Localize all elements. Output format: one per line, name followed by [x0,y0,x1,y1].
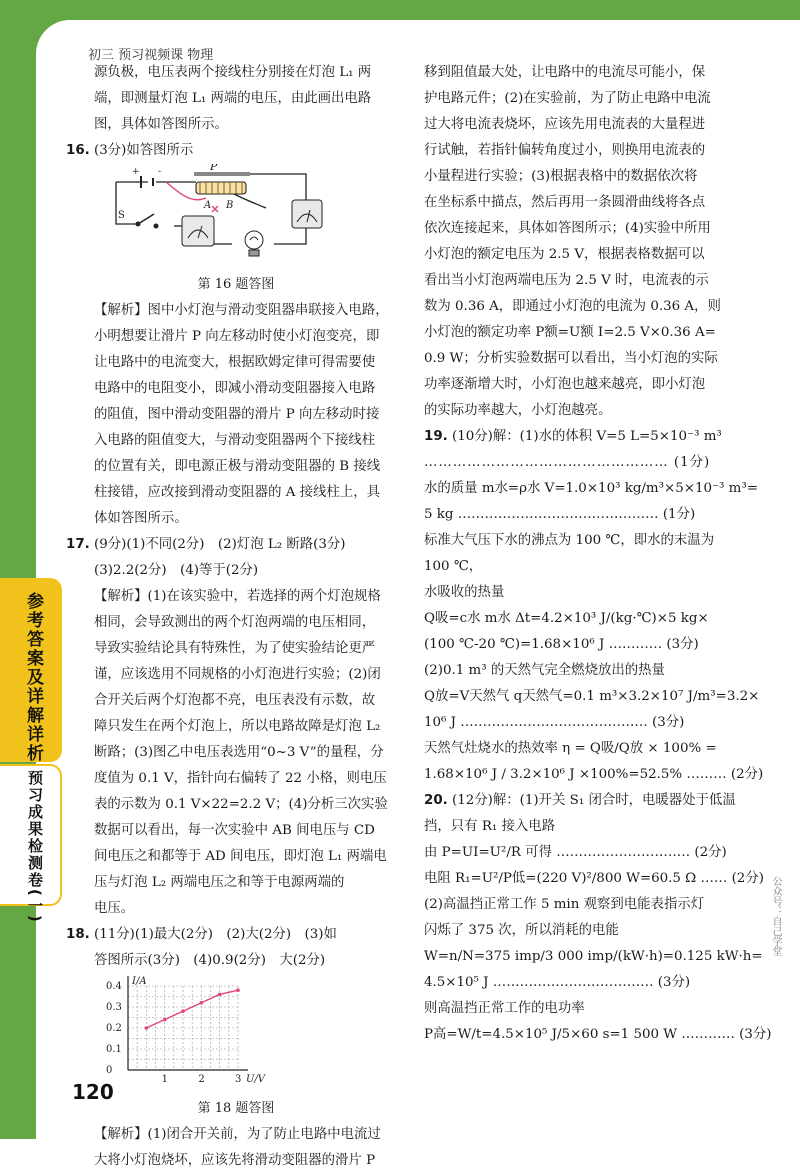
x-tick-label: 1 [161,1074,169,1085]
text-line: 谨，应该选用不同规格的小灯泡进行实验；(2)闭 [94,667,381,682]
x-axis-label: U/V [246,1074,266,1085]
text-line: 1.68×10⁶ J / 3.2×10⁶ J ×100%=52.5% ……… (2分) [424,767,764,782]
text-line: 压与灯泡 L₂ 两端电压之和等于电源两端的 [94,875,345,890]
text-line: 数为 0.36 A，即通过小灯泡的电流为 0.36 A，则 [424,299,721,314]
text-line: 小灯泡的额定电压为 2.5 V，根据表格数据可以 [424,247,705,262]
data-point [181,1009,185,1013]
text-line: 导致实验结论具有特殊性，为了使实验结论更严 [94,641,376,656]
question-head: (3分)如答图所示 [94,143,194,158]
right-column [424,60,772,1048]
text-line: 则高温挡正常工作的电功率 [424,1001,585,1016]
watermark: 公众号：自己学堂 [770,876,781,956]
question-19 [424,424,768,450]
text-line: 小量程进行实验；(3)根据表格中的数据依次将 [424,169,698,184]
analysis-text: 【解析】图中小灯泡与滑动变阻器串联接入电路， [94,303,389,318]
text-line: 看出当小灯泡两端电压为 2.5 V 时，电流表的示 [424,273,709,288]
text-line: 标准大气压下水的沸点为 100 ℃，即水的末温为 [424,533,715,548]
iu-chart-18 [96,974,296,1086]
wrong-wire-cross [212,206,218,212]
text-line: 数据可以看出，每一次实验中 AB 间电压与 CD [94,823,375,838]
question-17 [66,532,406,558]
data-point [145,1026,149,1030]
figure-caption-18: 第 18 题答图 [197,1101,275,1116]
svg-text:+: + [132,167,140,177]
rheostat-icon [194,164,250,211]
text-line: 合开关后两个灯泡都不亮，电压表没有示数，故 [94,693,376,708]
text-line: Q放=V天然气 q天然气=0.1 m³×3.2×10⁷ J/m³=3.2× [424,689,760,704]
text-line: (2)0.1 m³ 的天然气完全燃烧放出的热量 [424,663,665,678]
question-answer: (12分)解：(1)开关 S₁ 闭合时，电暖器处于低温 [452,793,736,808]
battery-icon [132,167,161,188]
page-header: 初三 预习视频课 物理 [88,48,214,63]
question-number: 19. [424,429,448,444]
text-line: 表的示数为 0.1 V×22=2.2 V；(4)分析三次实验 [94,797,388,812]
text-line: 断路；(3)图乙中电压表选用“0~3 V”的量程，分 [94,745,384,760]
text-line: 【解析】(1)在该实验中，若选择的两个灯泡规格 [94,589,381,604]
voltmeter-icon [182,216,214,246]
text-line: 相同，会导致测出的两个灯泡两端的电压相同， [94,615,376,630]
text-line: 100 ℃， [424,559,483,574]
x-tick-label: 3 [235,1074,242,1085]
x-tick-label: 2 [198,1074,205,1085]
text-line: 护电路元件；(2)在实验前，为了防止电路中电流 [424,91,711,106]
text-line: 5 kg ……………………………………… (1分) [424,507,696,522]
text-line: 让电路中的电流变大，根据欧姆定律可得需要使 [94,355,376,370]
text-line: 天然气灶烧水的热效率 η = Q吸/Q放 × 100% = [424,741,717,756]
text-line: 障只发生在两个灯泡上，所以电路故障是灯泡 L₂ [94,719,381,734]
text-line: 4.5×10⁵ J ……………………………… (3分) [424,975,691,990]
text-line: 的阻值，图中滑动变阻器的滑片 P 向左移动时接 [94,407,380,422]
text-line: 闪烁了 375 次，所以消耗的电能 [424,923,619,938]
text-line: 的实际功率越大，小灯泡越亮。 [424,403,612,418]
text-line: 大将小灯泡烧坏，应该先将滑动变阻器的滑片 P [94,1153,376,1168]
svg-text:A: A [204,200,212,211]
question-answer: (9分)(1)不同(2分) (2)灯泡 L₂ 断路(3分) [94,537,346,552]
data-point [200,1001,204,1005]
side-tab-answers-label: 参考答案及详解详析 [23,592,43,763]
text-line: 电压。 [94,901,135,916]
svg-text:S: S [118,210,125,221]
circuit-wire [234,194,266,208]
data-point [163,1018,167,1022]
text-line: 【解析】(1)闭合开关前，为了防止电路中电流过 [94,1127,381,1142]
text-line: 电路中的电阻变小，即减小滑动变阻器接入电路 [94,381,376,396]
figure-caption-16: 第 16 题答图 [197,277,275,292]
y-tick-label: 0 [106,1065,113,1076]
y-axis-label: I/A [132,976,147,987]
text-line: 行试触，若指针偏转角度过小，则换用电流表的 [424,143,706,158]
question-answer: (10分)解：(1)水的体积 V=5 L=5×10⁻³ m³ [452,429,722,444]
question-answer: (11分)(1)最大(2分) (2)大(2分) (3)如 [94,927,337,942]
text-line: 依次连接起来，具体如答图所示；(4)实验中所用 [424,221,711,236]
data-point [236,988,240,992]
text-line: (100 ℃-20 ℃)=1.68×10⁶ J ………… (3分) [424,637,699,652]
text-line: 移到阻值最大处，让电路中的电流尽可能小，保 [424,65,706,80]
text-line: (2)高温挡正常工作 5 min 观察到电能表指示灯 [424,897,705,912]
text-line: 10⁶ J …………………………………… (3分) [424,715,685,730]
y-tick-label: 0.4 [106,981,122,992]
switch-icon [118,210,159,229]
text-line: 答图所示(3分) (4)0.9(2分) 大(2分) [94,953,326,968]
text-line: 端，即测量灯泡 L₁ 两端的电压，由此画出电路 [94,91,372,106]
text-line: 小明想要让滑片 P 向左移动时使小灯泡变亮，即 [94,329,380,344]
circuit-wire [274,228,306,244]
lamp-icon [245,231,263,256]
text-line: …………………………………………… (1分) [424,455,711,470]
text-line: 功率逐渐增大时，小灯泡也越来越亮，即小灯泡 [424,377,706,392]
svg-text:-: - [158,167,162,177]
analysis-line [66,298,406,324]
text-line: 间电压之和都等于 AD 间电压，即灯泡 L₁ 两端电 [94,849,387,864]
question-20 [424,788,768,814]
svg-text:B: B [226,200,234,211]
circuit-diagram-16 [96,164,356,262]
text-line: 水吸收的热量 [424,585,505,600]
text-line: 体如答图所示。 [94,511,188,526]
left-column [66,60,406,1174]
text-line: 过大将电流表烧坏，应该先用电流表的大量程进 [424,117,706,132]
side-tab-test-label: 预习成果检测卷(一) [26,770,44,924]
text-line: 度值为 0.1 V，指针向右偏转了 22 小格，则电压 [94,771,387,786]
data-point [218,993,222,997]
text-line: 入电路的阻值变大，与滑动变阻器两个下接线柱 [94,433,376,448]
text-line: 在坐标系中描点，然后再用一条圆滑曲线将各点 [424,195,706,210]
text-line: W=n/N=375 imp/3 000 imp/(kW·h)=0.125 kW·h= [424,949,763,964]
question-number: 17. [66,537,90,552]
text-line: 的位置有关，即电源正极与滑动变阻器的 B 接线 [94,459,381,474]
y-tick-label: 0.1 [106,1044,122,1055]
text-line: 水的质量 m水=ρ水 V=1.0×10³ kg/m³×5×10⁻³ m³= [424,481,758,496]
text-line: 0.9 W；分析实验数据可以看出，当小灯泡的实际 [424,351,718,366]
question-18 [66,922,406,948]
text-line: (3)2.2(2分) (4)等于(2分) [94,563,259,578]
ammeter-icon [292,200,322,228]
text-line: 源负极，电压表两个接线柱分别接在灯泡 L₁ 两 [94,65,372,80]
text-line: 由 P=UI=U²/R 可得 ………………………… (2分) [424,845,727,860]
svg-text:P: P [210,164,218,173]
text-line: 图，具体如答图所示。 [94,117,228,132]
y-tick-label: 0.2 [106,1023,122,1034]
text-line: 电阻 R₁=U²/P低=(220 V)²/800 W=60.5 Ω …… (2分) [424,871,764,886]
text-line: P高=W/t=4.5×10⁵ J/5×60 s=1 500 W ………… (3分) [424,1027,772,1042]
text-line: Q吸=c水 m水 Δt=4.2×10³ J/(kg·℃)×5 kg× [424,611,709,626]
text-line: 小灯泡的额定功率 P额=U额 I=2.5 V×0.36 A= [424,325,716,340]
y-tick-label: 0.3 [106,1002,122,1013]
question-16 [66,138,406,164]
page-number: 120 [72,1080,114,1104]
question-number: 20. [424,793,448,808]
text-line: 挡，只有 R₁ 接入电路 [424,819,556,834]
question-number: 18. [66,927,90,942]
text-line: 柱接错，应改接到滑动变阻器的 A 接线柱上，具 [94,485,380,500]
question-number: 16. [66,143,90,158]
